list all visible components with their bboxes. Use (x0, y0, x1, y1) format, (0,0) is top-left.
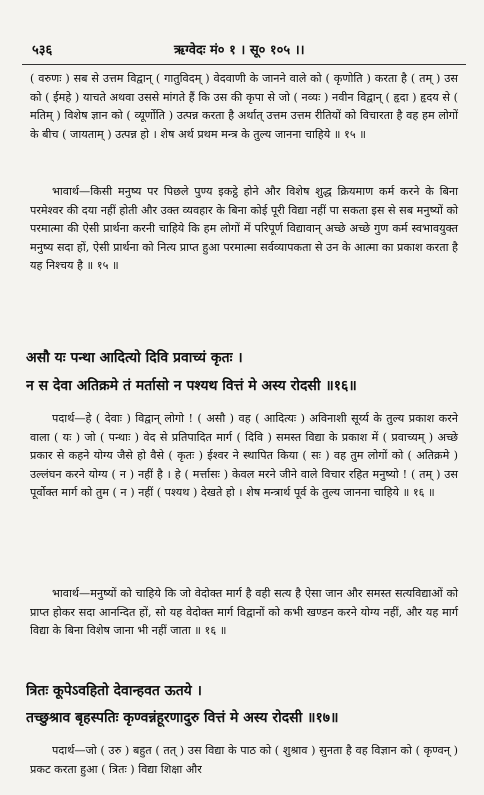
verse-16-line-1: असौ यः पन्था आदित्यो दिवि प्रवाच्यं कृतः । (26, 350, 243, 366)
bhavartha-paragraph-16: भावार्थ—मनुष्यों को चाहिये कि जो वेदोक्त मार्ग है वही सत्य है ऐसा जान और समस्त सत्यविद्याओं को प्राप्त होकर सदा आनन्दित हों, सो यह वेदोक्त मार्ग विद्वानों को कभी खण्डन करने योग्य नहीं, और यह मार्ग विद्या के बिना विशेष जाना भी नहीं जाता ॥ १६ ॥ (30, 587, 458, 638)
padartha-paragraph-16: पदार्थ—हे ( देवाः ) विद्वान् लोगो ! ( असौ ) वह ( आदित्यः ) अविनाशी सूर्य्य के तुल्य प्रकाश करने वाला ( यः ) जो ( पन्थाः ) वेद से प्रतिपादित मार्ग ( दिवि ) समस्त विद्या के प्रकाश में ( प्रवाच्यम् ) अच्छे प्रकार से कहने योग्य जैसे हो वैसे ( कृतः ) ईश्वर ने स्थापित किया ( सः ) वह तुम लोगों को ( अतिक्रमे ) उल्लंघन करने योग्य ( न ) नहीं है । हे ( मर्त्तासः ) केवल मरने जीने वाले विचार रहित मनुष्यो ! ( तम् ) उस पूर्वोक्त मार्ग को तुम ( न ) नहीं ( पश्यथ ) देखते हो । शेष मन्त्रार्थ पूर्व के तुल्य जानना चाहिये ॥ १६ ॥ (30, 412, 458, 500)
bhavartha-paragraph-1: भावार्थ—किसी मनुष्य पर पिछले पुण्य इकट्ठे होने और विशेष शुद्ध क्रियमाण कर्म करने के बिना परमेश्वर की दया नहीं होती और उक्त व्यवहार के बिना कोई पूरी विद्या नहीं पा सकता इस से सब मनुष्यों को परमात्मा की ऐसी प्रार्थना करनी चाहिये कि हम लोगों में परिपूर्ण विद्यावान् अच्छे अच्छे गुण कर्म स्वभावयुक्त मनुष्य सदा हों, ऐसी प्रार्थना को नित्य प्राप्त हुआ परमात्मा सर्वव्यापकता से उन के आत्मा का प्रकाश करता है यह निश्चय है ॥ १५ ॥ (30, 185, 458, 273)
verse-17-line-1: त्रितः कूपेऽवहितो देवान्हवत ऊतये । (26, 683, 202, 699)
page-number: ५३६ (32, 43, 53, 58)
page-header (24, 40, 464, 62)
verse-16-line-2: न स देवा अतिक्रमे तं मर्तासो न पश्यथ वित्तं मे अस्य रोदसी ॥१६॥ (26, 378, 357, 394)
padartha-paragraph-17: पदार्थ—जो ( उरु ) बहुत ( तत् ) उस विद्या के पाठ को ( शुश्राव ) सुनता है वह विज्ञान को ( कृण्वन् ) प्रकट करता हुआ ( त्रितः ) विद्या शिक्षा और (30, 744, 458, 776)
running-title: ऋग्वेदः मं० १ । सू० १०५ ।। (174, 43, 305, 58)
commentary-paragraph-1: ( वरुणः ) सब से उत्तम विद्वान् ( गातुविदम् ) वेदवाणी के जानने वाले को ( कृणोति ) करता है ( तम् ) उस को ( ईमहे ) याचते अथवा उससे मांगते हैं कि उस की कृपा से जो ( नव्यः ) नवीन विद्वान् ( हृदा ) हृदय से ( मतिम् ) विशेष ज्ञान को ( व्यूर्णोति ) उत्पन्न करता है अर्थात् उत्तम उत्तम रीतियों को विचारता है वह हम लोगों के बीच ( जायताम् ) उत्पन्न हो । शेष अर्थ प्रथम मन्त्र के तुल्य जानना चाहिये ॥ १५ ॥ (30, 72, 458, 141)
header-rule (22, 64, 466, 65)
verse-17-line-2: तच्छुश्राव बृहस्पतिः कृण्वन्नंहूरणादुरु वित्तं मे अस्य रोदसी ॥१७॥ (26, 710, 339, 726)
